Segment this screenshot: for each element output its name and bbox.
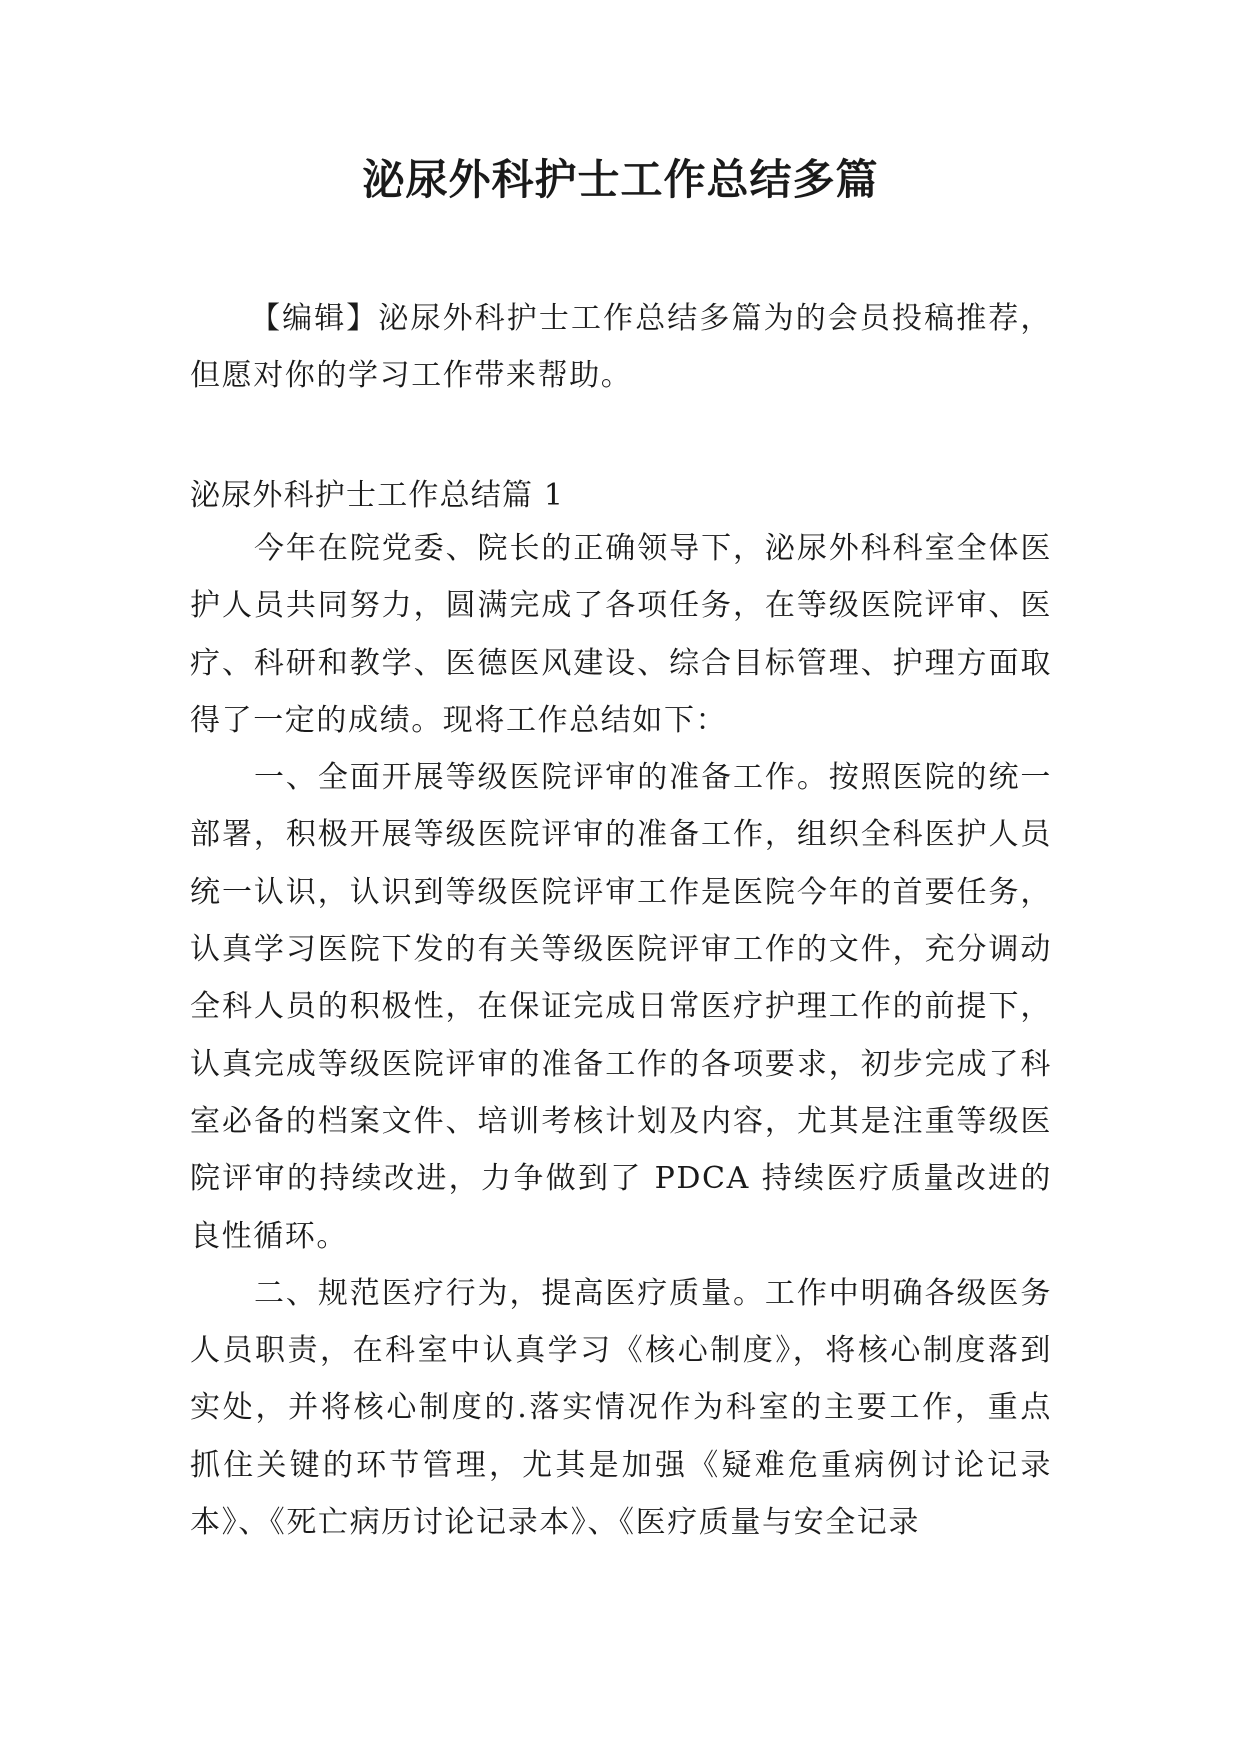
paragraph-1: 今年在院党委、院长的正确领导下，泌尿外科科室全体医护人员共同努力，圆满完成了各项任务，在等级医院评审、医疗、科研和教学、医德医风建设、综合目标管理、护理方面取得了一定的成绩。现将工作总结如下： bbox=[190, 531, 1052, 738]
document-title: 泌尿外科护士工作总结多篇 bbox=[362, 155, 879, 204]
intro-paragraph: 【编辑】泌尿外科护士工作总结多篇为的会员投稿推荐，但愿对你的学习工作带来帮助。 bbox=[190, 301, 1052, 394]
paragraph-2: 一、全面开展等级医院评审的准备工作。按照医院的统一部署，积极开展等级医院评审的准备工作，组织全科医护人员统一认识，认识到等级医院评审工作是医院今年的首要任务，认真学习医院下发的有关等级医院评审工作的文件，充分调动全科人员的积极性，在保证完成日常医疗护理工作的前提下，认真完成等级医院评审的准备工作的各项要求，初步完成了科室必备的档案文件、培训考核计划及内容，尤其是注重等级医院评审的持续改进，力争做到了 PDCA 持续医疗质量改进的良性循环。 bbox=[190, 760, 1052, 1254]
section-heading: 泌尿外科护士工作总结篇 1 bbox=[190, 478, 565, 513]
section-content bbox=[190, 520, 1052, 1551]
paragraph-3: 二、规范医疗行为，提高医疗质量。工作中明确各级医务人员职责，在科室中认真学习《核心制度》，将核心制度落到实处，并将核心制度的.落实情况作为科室的主要工作，重点抓住关键的环节管理，尤其是加强《疑难危重病例讨论记录本》、《死亡病历讨论记录本》、《医疗质量与安全记录 bbox=[190, 1275, 1052, 1541]
